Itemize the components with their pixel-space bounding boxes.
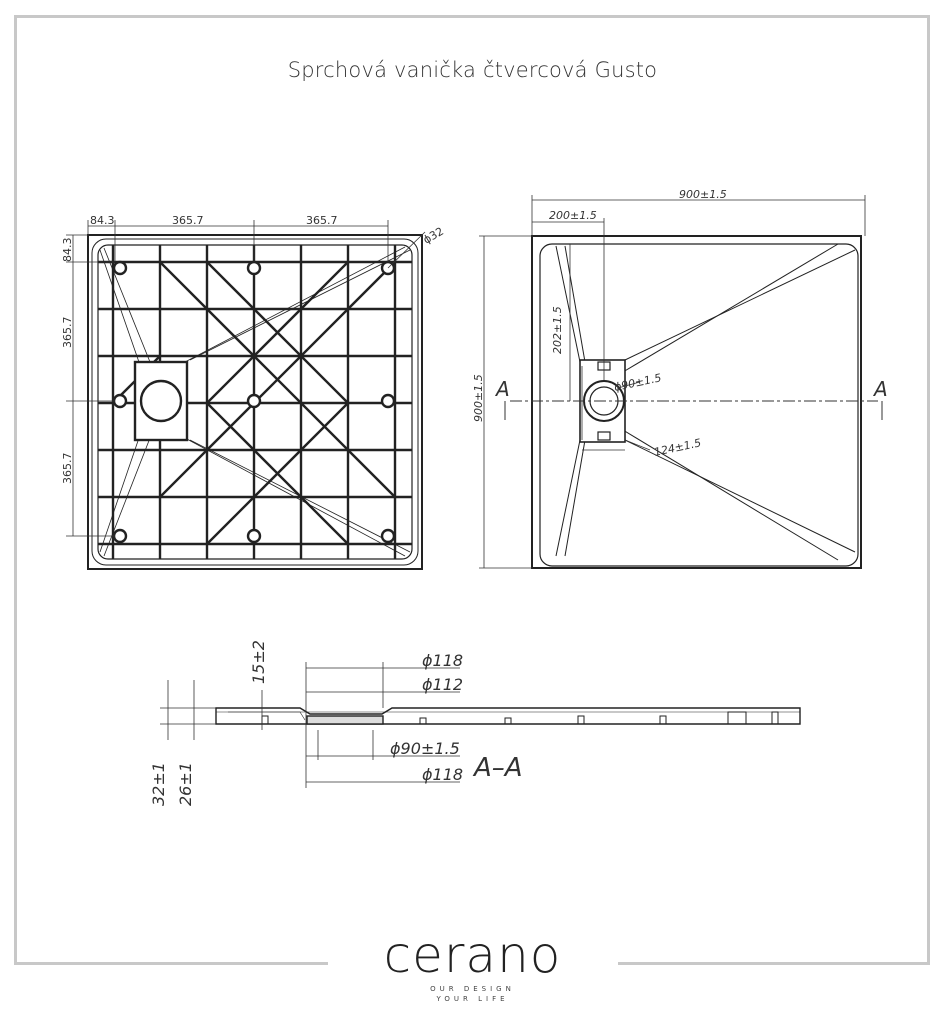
dim-365-7-top-2: 365.7: [306, 214, 338, 227]
section-a-right-label: A: [874, 377, 888, 401]
dim-section-112: ɸ112: [422, 675, 464, 694]
dim-section-118-bottom: ɸ118: [422, 765, 464, 784]
section-label: A–A: [474, 753, 523, 783]
bottom-view-drain-hole: [141, 381, 181, 421]
brand-tagline-2: YOUR LIFE: [436, 995, 509, 1003]
dim-top-height: 900±1.5: [472, 374, 485, 422]
top-view-drain-tab-bottom: [598, 432, 610, 440]
section-view: [216, 708, 800, 724]
page-title: Sprchová vanička čtvercová Gusto: [287, 58, 658, 82]
dim-section-height-26: 26±1: [176, 762, 195, 806]
brand-logo: cerano: [383, 926, 562, 984]
section-drain: [307, 716, 383, 724]
brand-tagline-1: OUR DESIGN: [430, 985, 515, 993]
dim-84-3-left: 84.3: [61, 237, 74, 262]
section-tray-body: [216, 708, 800, 724]
dim-section-118-top: ɸ118: [422, 651, 464, 670]
dim-top-drain-diameter: ɸ90±1.5: [612, 371, 663, 394]
dim-365-7-left-2: 365.7: [61, 452, 74, 484]
top-view-dimensions: [479, 195, 865, 568]
dim-drain-box: 124±1.5: [652, 436, 703, 459]
section-dimensions: [160, 662, 460, 788]
dim-top-width: 900±1.5: [679, 188, 727, 201]
bottom-view: [88, 235, 422, 569]
dim-365-7-top-1: 365.7: [172, 214, 204, 227]
dim-365-7-left-1: 365.7: [61, 316, 74, 348]
dim-section-height-15: 15±2: [249, 640, 268, 684]
dim-84-3-top: 84.3: [90, 214, 115, 227]
dim-section-height-32: 32±1: [149, 762, 168, 806]
dim-drain-offset-x: 200±1.5: [549, 209, 597, 222]
dim-drain-offset-y: 202±1.5: [551, 306, 564, 354]
top-view: [532, 236, 861, 568]
section-a-left-label: A: [496, 377, 510, 401]
dim-section-90: ɸ90±1.5: [390, 739, 460, 758]
dim-hole-diameter: ɸ32: [421, 224, 446, 247]
